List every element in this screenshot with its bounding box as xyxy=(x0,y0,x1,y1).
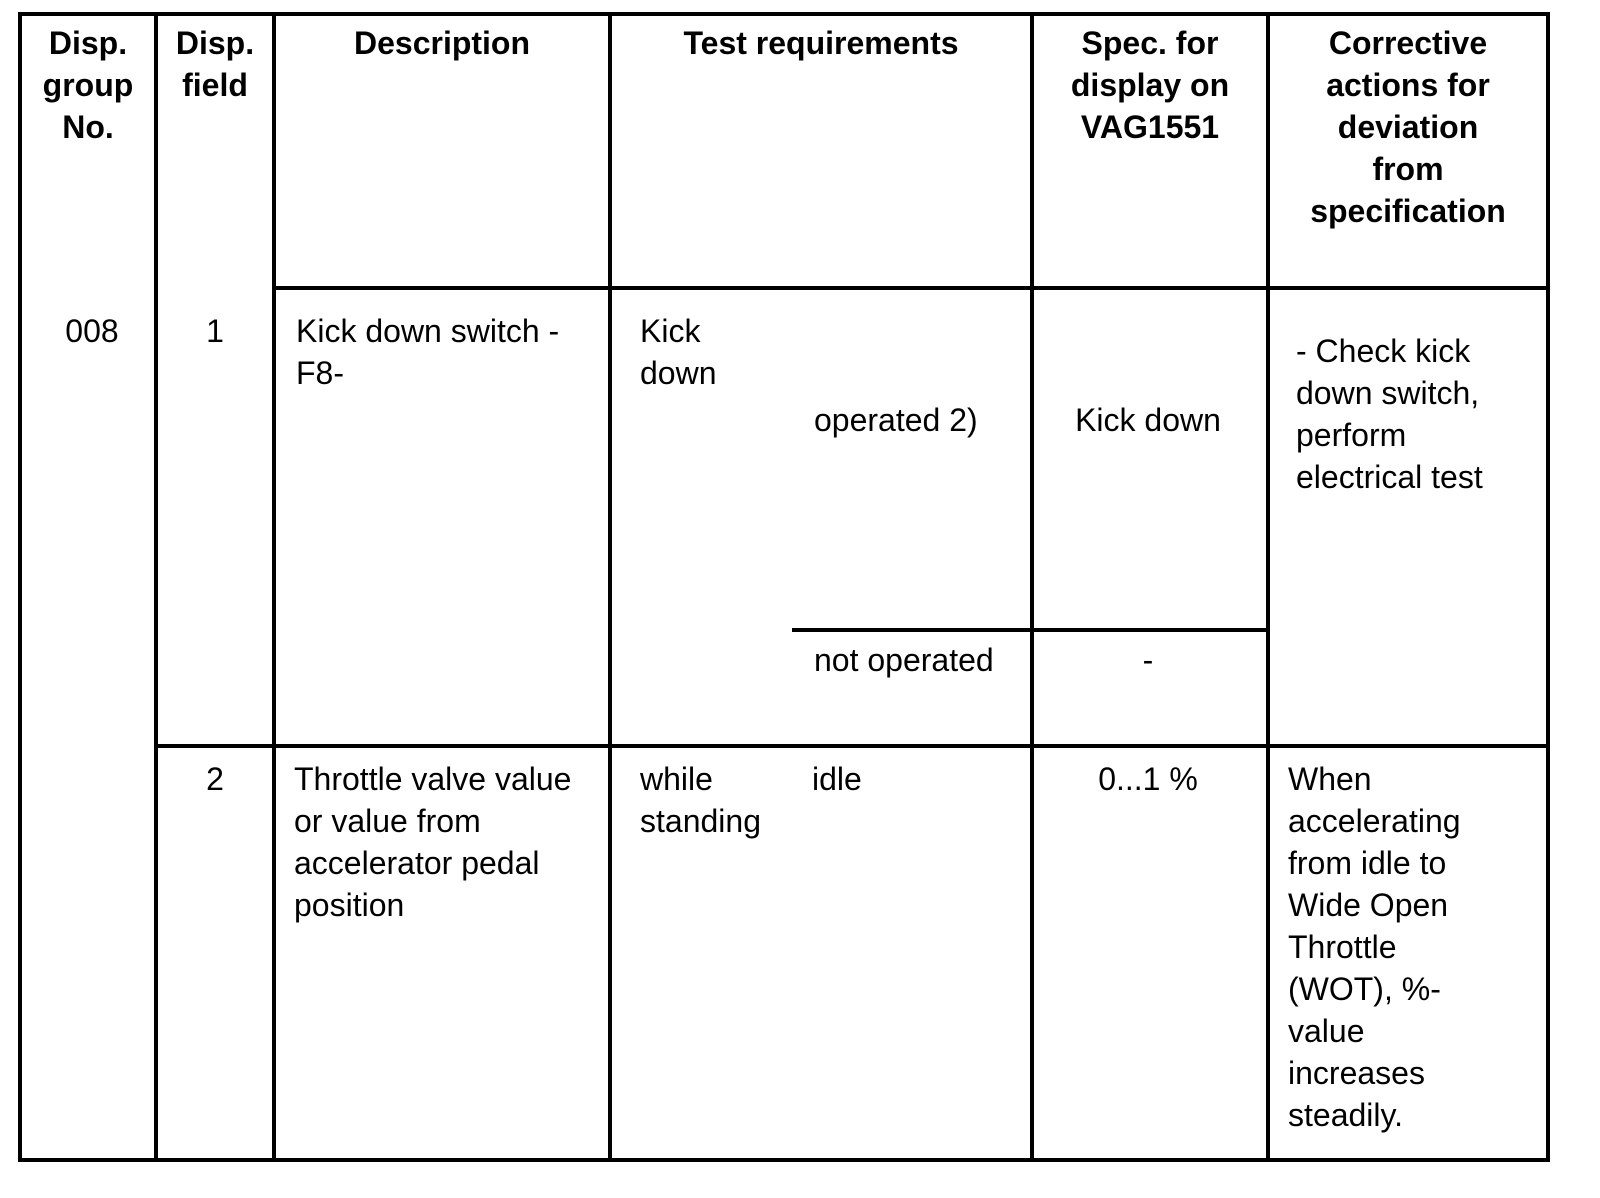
row1-description: Kick down switch - F8- xyxy=(296,313,560,391)
header-disp-field: Disp. field xyxy=(175,25,255,103)
col-divider-1 xyxy=(154,12,158,1162)
header-corrective-actions: Corrective actions for deviation from specification xyxy=(1310,25,1506,229)
col-divider-4 xyxy=(1030,12,1034,1162)
row2-state-idle: idle xyxy=(812,761,862,797)
row1-spec-operated: Kick down xyxy=(1075,402,1221,438)
disp-group-number: 008 xyxy=(65,313,119,349)
header-test-requirements: Test requirements xyxy=(683,25,959,61)
table-border-top xyxy=(18,12,1550,16)
row2-description: Throttle valve value or value from accelerator pedal position xyxy=(294,761,572,923)
row-divider xyxy=(156,744,1550,748)
header-disp-group: Disp. group No. xyxy=(42,25,134,145)
table-border-right xyxy=(1546,12,1550,1162)
row1-field: 1 xyxy=(206,313,224,349)
row1-state-not-operated: not operated xyxy=(814,642,994,678)
row2-test-condition: while standing xyxy=(640,761,761,839)
row2-corrective: When accelerating from idle to Wide Open Throttle (WOT), %- value increases steadily. xyxy=(1288,761,1461,1133)
col-divider-3 xyxy=(608,12,612,1162)
table-border-left xyxy=(18,12,22,1162)
row2-field: 2 xyxy=(206,761,224,797)
header-divider xyxy=(274,286,1550,290)
row1-test-condition: Kick down xyxy=(640,313,717,391)
header-description: Description xyxy=(353,25,531,61)
table-border-bottom xyxy=(18,1158,1550,1162)
row1-corrective: - Check kick down switch, perform electrical test xyxy=(1296,333,1483,495)
row1-state-operated: operated 2) xyxy=(814,402,978,438)
col-divider-2 xyxy=(272,12,276,1162)
row2-spec-idle: 0...1 % xyxy=(1098,761,1198,797)
row1-spec-not-operated: - xyxy=(1142,642,1154,678)
header-spec-display: Spec. for display on VAG1551 xyxy=(1070,25,1230,145)
